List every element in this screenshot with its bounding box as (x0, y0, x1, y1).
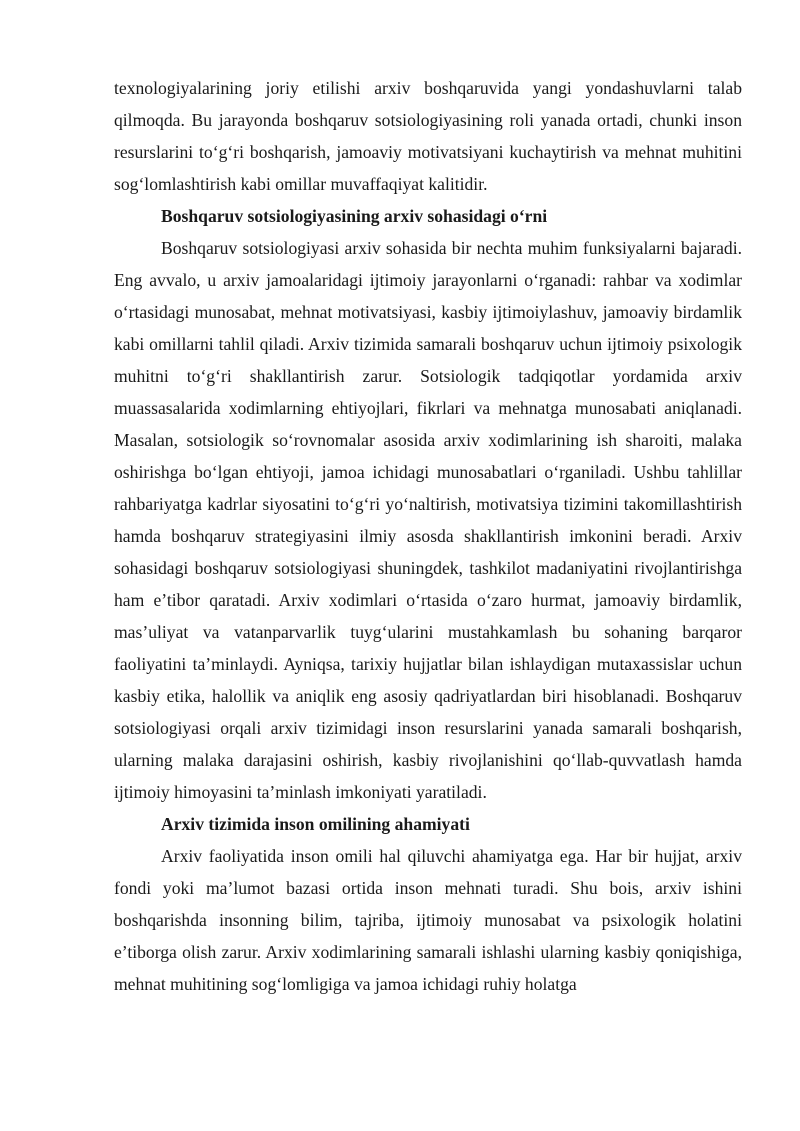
section-heading-2: Arxiv tizimida inson omilining ahamiyati (161, 814, 470, 834)
section-heading-1: Boshqaruv sotsiologiyasining arxiv sohasidagi o‘rni (161, 206, 548, 226)
intro-paragraph: texnologiyalarining joriy etilishi arxiv boshqaruvida yangi yondashuvlarni talab qilmoqda. Bu jarayonda boshqaruv sotsiologiyasining roli yanada ortadi, chunki inson resurslarini to‘g‘ri boshqarish, jamoaviy motivatsiyani kuchaytirish va mehnat muhitini sog‘lomlashtirish kabi omillar muvaffaqiyat kalitidir. (114, 78, 742, 194)
section1-paragraph: Boshqaruv sotsiologiyasi arxiv sohasida bir nechta muhim funksiyalarni bajaradi. Eng avvalo, u arxiv jamoalaridagi ijtimoiy jarayonlarni o‘rganadi: rahbar va xodimlar o‘rtasidagi munosabat, mehnat motivatsiyasi, kasbiy ijtimoiylashuv, jamoaviy birdamlik kabi omillarni tahlil qiladi. Arxiv tizimida samarali boshqaruv uchun ijtimoiy psixologik muhitni to‘g‘ri shakllantirish zarur. Sotsiologik tadqiqotlar yordamida arxiv muassasalarida xodimlarning ehtiyojlari, fikrlari va mehnatga munosabati aniqlanadi. Masalan, sotsiologik so‘rovnomalar asosida arxiv xodimlarining ish sharoiti, malaka oshirishga bo‘lgan ehtiyoji, jamoa ichidagi munosabatlari o‘rganiladi. Ushbu tahlillar rahbariyatga kadrlar siyosatini to‘g‘ri yo‘naltirish, motivatsiya tizimini takomillashtirish hamda boshqaruv strategiyasini ilmiy asosda shakllantirish imkonini beradi. Arxiv sohasidagi boshqaruv sotsiologiyasi shuningdek, tashkilot madaniyatini rivojlantirishga ham e’tibor qaratadi. Arxiv xodimlari o‘rtasida o‘zaro hurmat, jamoaviy birdamlik, mas’uliyat va vatanparvarlik tuyg‘ularini mustahkamlash bu sohaning barqaror faoliyatini ta’minlaydi. Ayniqsa, tarixiy hujjatlar bilan ishlaydigan mutaxassislar uchun kasbiy etika, halollik va aniqlik eng asosiy qadriyatlardan biri hisoblanadi. Boshqaruv sotsiologiyasi orqali arxiv tizimidagi inson resurslarini yanada samarali boshqarish, ularning malaka darajasini oshirish, kasbiy rivojlanishini qo‘llab-quvvatlash hamda ijtimoiy himoyasini ta’minlash imkoniyati yaratiladi. (114, 238, 742, 802)
section2-paragraph: Arxiv faoliyatida inson omili hal qiluvchi ahamiyatga ega. Har bir hujjat, arxiv fondi yoki ma’lumot bazasi ortida inson mehnati turadi. Shu bois, arxiv ishini boshqarishda insonning bilim, tajriba, ijtimoiy munosabat va psixologik holatini e’tiborga olish zarur. Arxiv xodimlarining samarali ishlashi ularning kasbiy qoniqishiga, mehnat muhitining sog‘lomligiga va jamoa ichidagi ruhiy holatga (114, 846, 742, 994)
document-page (114, 72, 742, 1000)
